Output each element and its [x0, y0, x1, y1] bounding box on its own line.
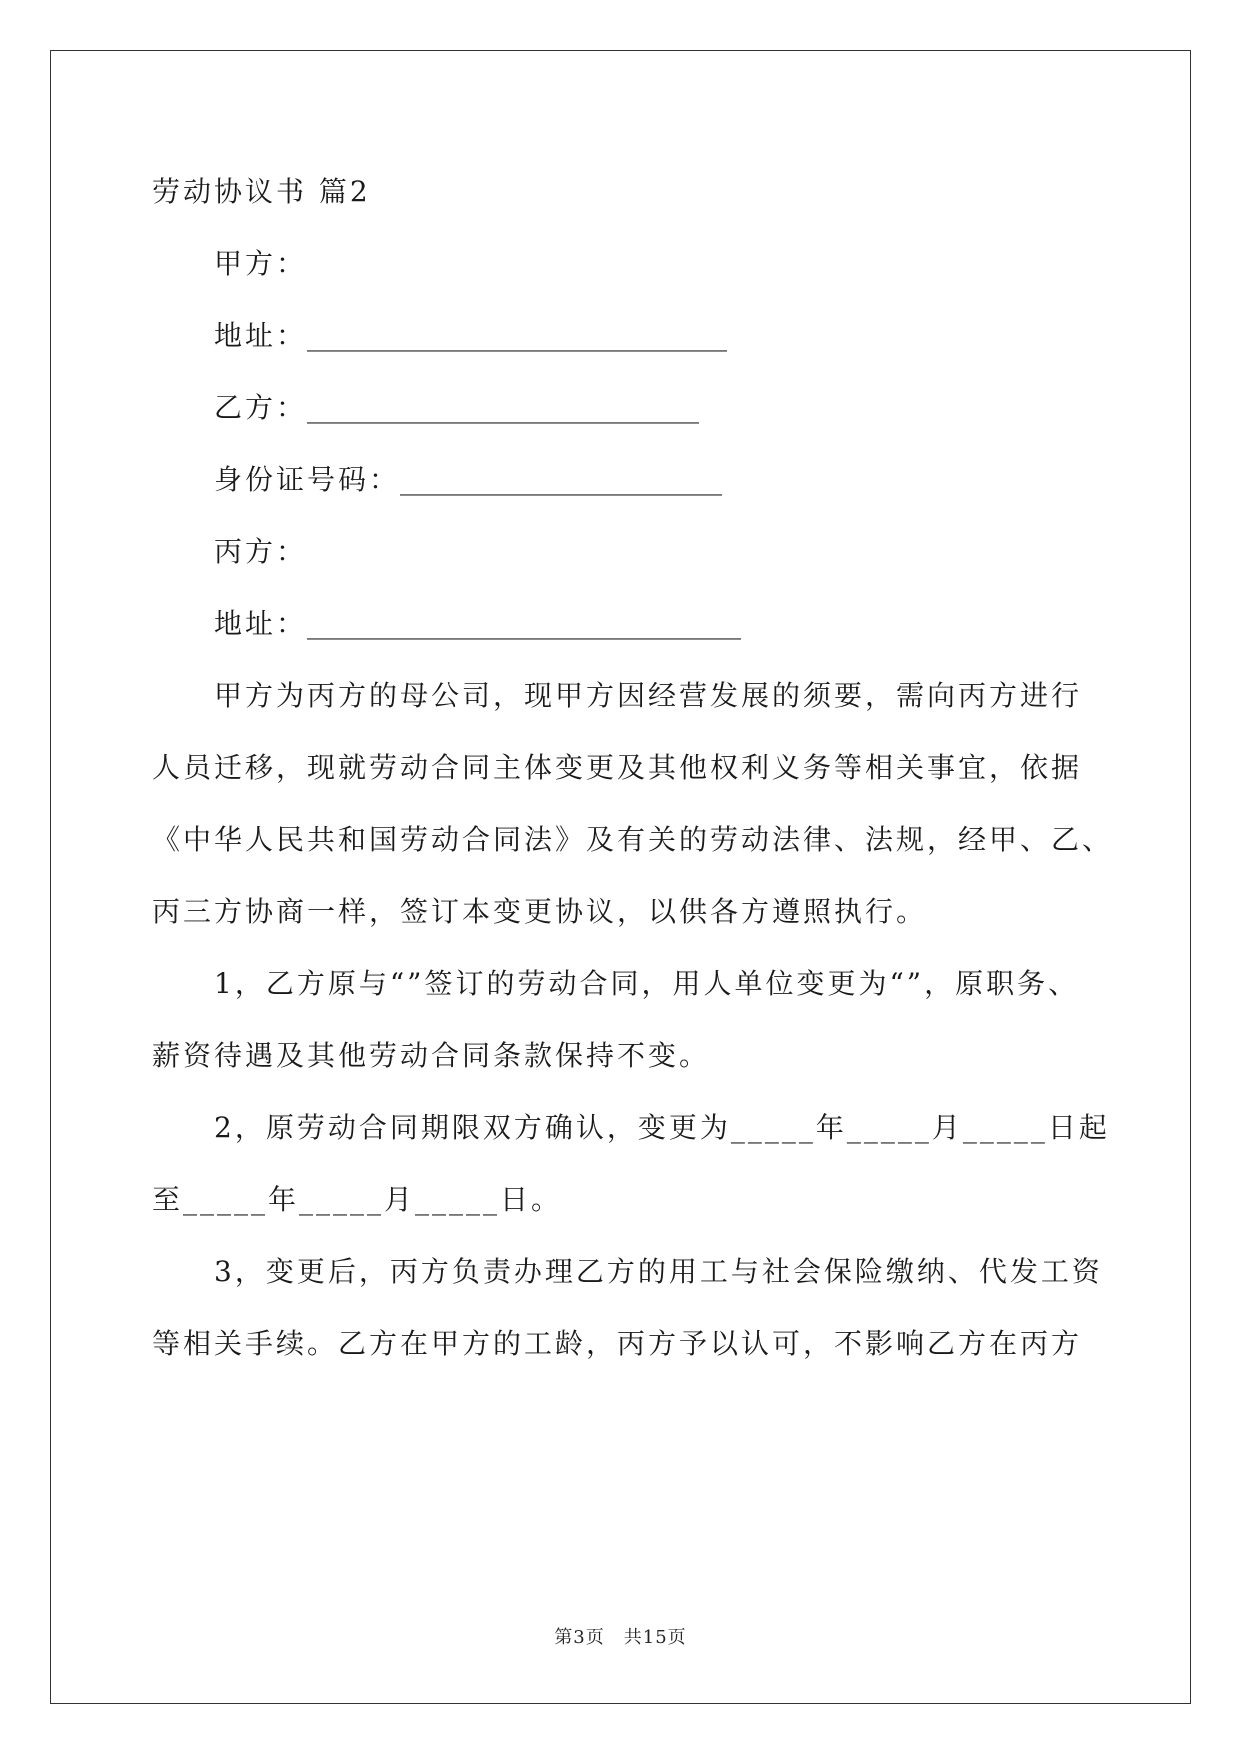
- field-party-a: [214, 244, 307, 284]
- page-border: [50, 50, 1191, 1704]
- paragraph-line: 等相关手续。乙方在甲方的工龄，丙方予以认可，不影响乙方在丙方: [152, 1327, 1083, 1360]
- field-blank: ____________________________: [307, 391, 700, 424]
- paragraph-line: 《中华人民共和国劳动合同法》及有关的劳动法律、法规，经甲、乙、: [152, 823, 1114, 856]
- paragraph-line: 3，变更后，丙方负责办理乙方的用工与社会保险缴纳、代发工资: [214, 1255, 1103, 1288]
- field-label: 身份证号码：: [214, 463, 401, 496]
- field-party-b: [214, 388, 699, 428]
- field-party-c: [214, 532, 307, 572]
- field-address-a: [214, 316, 727, 356]
- field-label: 丙方：: [214, 535, 308, 568]
- field-blank: _______________________: [400, 463, 723, 496]
- field-label: 乙方：: [214, 391, 308, 424]
- document-title: 劳动协议书 篇2: [152, 175, 371, 208]
- field-id-number: [214, 460, 722, 500]
- paragraph-line: 至_____年_____月_____日。: [152, 1183, 563, 1216]
- paragraph-line: 2，原劳动合同期限双方确认，变更为_____年_____月_____日起: [214, 1111, 1110, 1144]
- paragraph-line: 人员迁移，现就劳动合同主体变更及其他权利义务等相关事宜，依据: [152, 751, 1083, 784]
- paragraph-line: 1，乙方原与“”签订的劳动合同，用人单位变更为“”，原职务、: [214, 967, 1080, 1000]
- field-address-c: [214, 604, 741, 644]
- field-blank: ______________________________: [307, 319, 728, 352]
- paragraph-line: 甲方为丙方的母公司，现甲方因经营发展的须要，需向丙方进行: [214, 679, 1083, 712]
- page-number: 第3页 共15页: [554, 1627, 687, 1648]
- field-label: 地址：: [214, 319, 308, 352]
- paragraph-line: 薪资待遇及其他劳动合同条款保持不变。: [152, 1039, 711, 1072]
- field-label: 甲方：: [214, 247, 308, 280]
- field-blank: _______________________________: [307, 607, 742, 640]
- paragraph-line: 丙三方协商一样，签订本变更协议，以供各方遵照执行。: [152, 895, 928, 928]
- field-label: 地址：: [214, 607, 308, 640]
